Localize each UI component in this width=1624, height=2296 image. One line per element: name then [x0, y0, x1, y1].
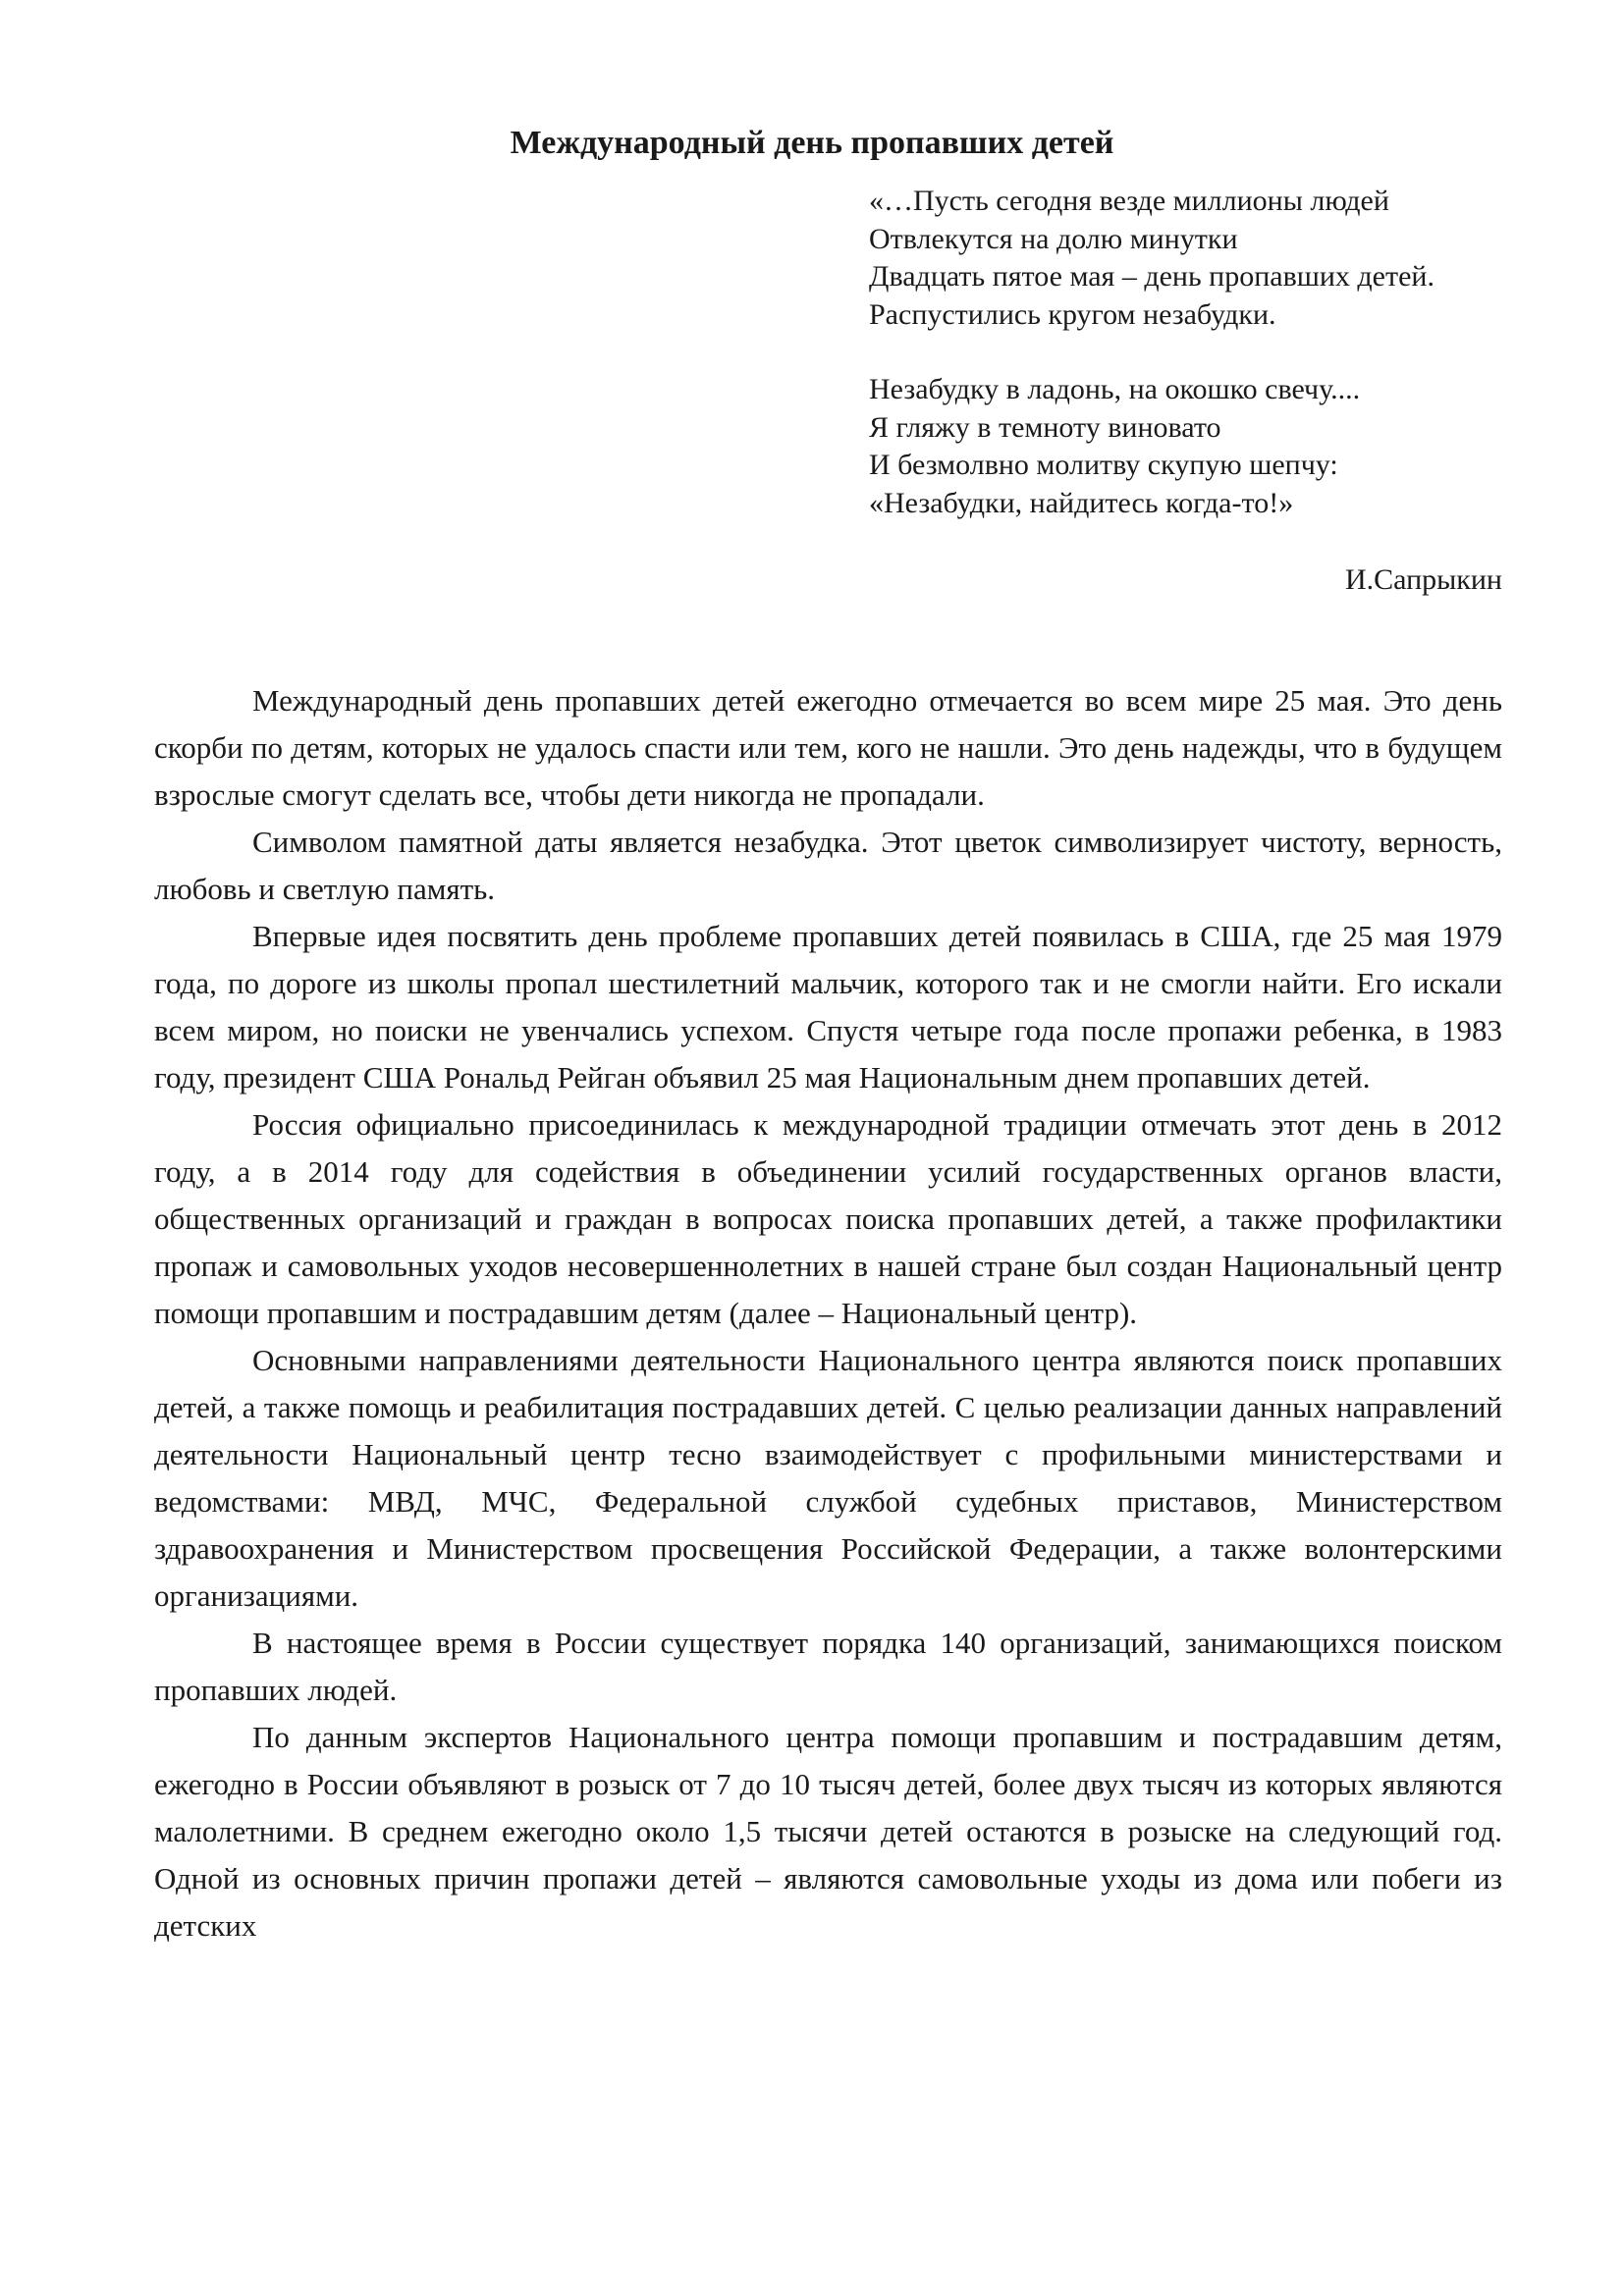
- body-paragraph: Россия официально присоединилась к международной традиции отмечать этот день в 2012 году, а в 2014 году для содействия в объединении усилий государственных органов власти, общественных организаций и граждан в вопросах поиска пропавших детей, а также профилактики пропаж и самовольных уходов несовершеннолетних в нашей стране был создан Национальный центр помощи пропавшим и пострадавшим детям (далее – Национальный центр).: [154, 1107, 1502, 1330]
- body-paragraph: Основными направлениями деятельности Национального центра являются поиск пропавших детей, а также помощь и реабилитация пострадавших детей. С целью реализации данных направлений деятельности Национальный центр тесно взаимодействует с профильными министерствами и ведомствами: МВД, МЧС, Федеральной службой судебных приставов, Министерством здравоохранения и Министерством просвещения Российской Федерации, а также волонтерскими организациями.: [154, 1343, 1502, 1613]
- poem-line: Незабудку в ладонь, на окошко свечу....: [869, 373, 1361, 405]
- body-paragraph: Международный день пропавших детей ежегодно отмечается во всем мире 25 мая. Это день скорби по детям, которых не удалось спасти или тем, кого не нашли. Это день надежды, что в будущем взрослые смогут сделать все, чтобы дети никогда не пропадали.: [154, 683, 1502, 812]
- body-paragraph: Впервые идея посвятить день проблеме пропавших детей появилась в США, где 25 мая 1979 года, по дороге из школы пропал шестилетний мальчик, которого так и не смогли найти. Его искали всем миром, но поиски не увенчались успехом. Спустя четыре года после пропажи ребенка, в 1983 году, президент США Рональд Рейган объявил 25 мая Национальным днем пропавших детей.: [154, 919, 1502, 1095]
- document-body: [154, 677, 1502, 1949]
- poem-line: Двадцать пятое мая – день пропавших детей.: [869, 260, 1435, 293]
- body-paragraph: Символом памятной даты является незабудка. Этот цветок символизирует чистоту, верность, любовь и светлую память.: [154, 825, 1502, 906]
- poem-line: И безмолвно молитву скупую шепчу:: [869, 449, 1338, 481]
- page-title: Международный день пропавших детей: [510, 124, 1114, 161]
- poem-line: Распустились кругом незабудки.: [869, 297, 1276, 331]
- poem-line: «…Пусть сегодня везде миллионы людей: [869, 185, 1389, 217]
- poem-stanza-2: [869, 371, 1517, 522]
- poem-stanza-1: [869, 183, 1517, 334]
- body-paragraph: В настоящее время в России существует порядка 140 организаций, занимающихся поиском пропавших людей.: [154, 1626, 1502, 1707]
- poem-line: «Незабудки, найдитесь когда-то!»: [869, 486, 1294, 519]
- body-paragraph: По данным экспертов Национального центра помощи пропавшим и пострадавшим детям, ежегодно в России объявляют в розыск от 7 до 10 тысяч детей, более двух тысяч из которых являются малолетними. В среднем ежегодно около 1,5 тысячи детей остаются в розыске на следующий год. Одной из основных причин пропажи детей – являются самовольные уходы из дома или побеги из детских: [154, 1720, 1502, 1943]
- epigraph-author: И.Сапрыкин: [1345, 563, 1502, 596]
- poem-line: Я гляжу в темноту виновато: [869, 410, 1221, 444]
- epigraph-poem: [869, 183, 1517, 522]
- poem-line: Отвлекутся на долю минутки: [869, 222, 1238, 255]
